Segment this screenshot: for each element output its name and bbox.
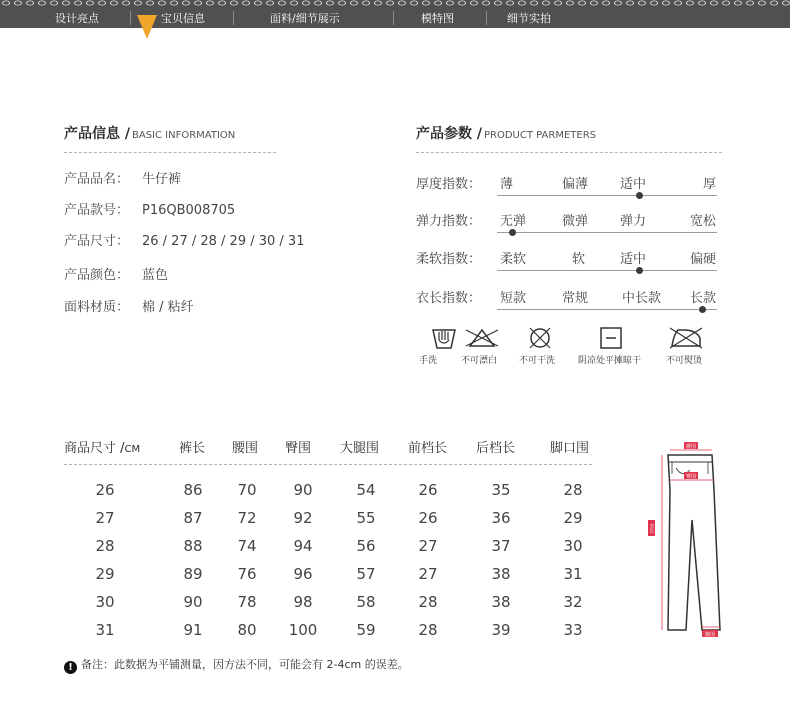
param-option: 弹力 (620, 214, 647, 229)
param-label: 衣长指数： (416, 291, 482, 306)
param-option: 长款 (690, 291, 717, 306)
table-cell: 30 (95, 593, 115, 611)
product-params-subtitle: PRODUCT PARMETERS (484, 130, 596, 141)
care-label: 不可干洗 (519, 356, 556, 366)
table-cell: 56 (356, 537, 376, 555)
info-row-color (64, 264, 168, 283)
nav-item-fabric[interactable]: 面料/细节展示 (270, 12, 340, 25)
info-value: 牛仔裤 (142, 172, 182, 187)
product-info-title: 产品信息 / (64, 126, 130, 142)
table-cell: 100 (288, 621, 318, 639)
nav-item-design[interactable]: 设计亮点 (55, 12, 99, 25)
table-cell: 38 (491, 593, 511, 611)
param-level-marker (636, 267, 643, 274)
table-cell: 92 (293, 509, 313, 527)
table-cell: 26 (95, 481, 115, 499)
nav-divider (233, 11, 234, 25)
table-cell: 54 (356, 481, 376, 499)
table-cell: 36 (491, 509, 511, 527)
table-cell: 98 (293, 593, 313, 611)
nav-divider (393, 11, 394, 25)
product-info-heading (64, 123, 235, 143)
param-option: 适中 (620, 252, 647, 267)
divider (416, 152, 722, 153)
table-cell: 70 (237, 481, 257, 499)
nav-item-detail[interactable]: 细节实拍 (507, 12, 551, 25)
table-cell: 26 (418, 509, 438, 527)
table-cell: 32 (563, 593, 583, 611)
param-level-marker (636, 192, 643, 199)
table-cell: 28 (563, 481, 583, 499)
diagram-label-hem: 脚围 (704, 632, 716, 638)
param-level-marker (699, 306, 706, 313)
table-cell: 74 (237, 537, 257, 555)
table-cell: 72 (237, 509, 257, 527)
table-cell: 78 (237, 593, 257, 611)
table-cell: 80 (237, 621, 257, 639)
table-cell: 27 (418, 565, 438, 583)
info-row-material (64, 296, 194, 315)
size-table-header-hem: 脚口围 (550, 441, 590, 456)
size-table-header-thigh: 大腿围 (340, 441, 380, 456)
info-value: 蓝色 (142, 268, 169, 283)
info-value: P16QB008705 (142, 203, 236, 218)
table-cell: 94 (293, 537, 313, 555)
param-option: 柔软 (500, 252, 527, 267)
table-cell: 27 (95, 509, 115, 527)
info-row-size (64, 230, 304, 249)
info-row-sku (64, 199, 235, 218)
table-cell: 31 (563, 565, 583, 583)
param-option: 偏硬 (690, 252, 717, 267)
product-params-heading (416, 123, 596, 143)
nav-chain-border (0, 0, 790, 6)
care-label: 手洗 (419, 356, 438, 366)
table-cell: 96 (293, 565, 313, 583)
care-label: 阴凉处平摊晾干 (578, 356, 642, 366)
param-level-marker (509, 229, 516, 236)
table-cell: 58 (356, 593, 376, 611)
param-scale-line (497, 195, 717, 196)
table-cell: 29 (563, 509, 583, 527)
param-option: 厚 (703, 177, 717, 192)
size-table-header-hip: 臀围 (285, 441, 312, 456)
table-cell: 33 (563, 621, 583, 639)
param-label: 厚度指数： (416, 177, 482, 192)
param-option: 短款 (500, 291, 527, 306)
table-cell: 76 (237, 565, 257, 583)
size-table-header-size (64, 437, 140, 456)
param-scale-line (497, 309, 717, 310)
table-cell: 30 (563, 537, 583, 555)
table-cell: 28 (418, 621, 438, 639)
exclamation-icon: ! (64, 661, 77, 674)
table-cell: 55 (356, 509, 376, 527)
param-option: 软 (572, 252, 586, 267)
product-params-title: 产品参数 / (416, 126, 482, 142)
param-option: 微弹 (562, 214, 589, 229)
diagram-label-waist: 腰围 (685, 444, 697, 450)
nav-divider (486, 11, 487, 25)
product-info-subtitle: BASIC INFORMATION (132, 130, 236, 141)
param-option: 无弹 (500, 214, 527, 229)
diagram-label-length: 衣长 (648, 523, 655, 533)
care-label: 不可熨烫 (666, 356, 703, 366)
size-table-header-length: 裤长 (179, 441, 206, 456)
nav-item-model[interactable]: 模特图 (421, 12, 454, 25)
table-cell: 89 (183, 565, 203, 583)
param-scale-line (497, 270, 717, 271)
info-value: 棉 / 粘纤 (142, 300, 194, 315)
care-label: 不可漂白 (461, 356, 498, 366)
nav-divider (130, 11, 131, 25)
measurement-note (64, 656, 409, 674)
table-cell: 87 (183, 509, 203, 527)
table-cell: 26 (418, 481, 438, 499)
top-nav (0, 0, 790, 28)
size-header: 商品尺寸 / (64, 441, 125, 456)
table-cell: 27 (418, 537, 438, 555)
diagram-label-hip: 臀围 (685, 474, 697, 480)
table-cell: 31 (95, 621, 115, 639)
table-cell: 90 (183, 593, 203, 611)
table-cell: 29 (95, 565, 115, 583)
table-cell: 38 (491, 565, 511, 583)
param-option: 偏薄 (562, 177, 589, 192)
table-cell: 28 (95, 537, 115, 555)
size-table-header-front-rise: 前档长 (408, 441, 448, 456)
info-label: 产品颜色： (64, 268, 130, 283)
note-text: 备注：此数据为平铺测量，因方法不同，可能会有 2-4cm 的误差。 (81, 658, 409, 671)
size-table-header-back-rise: 后档长 (476, 441, 516, 456)
table-cell: 90 (293, 481, 313, 499)
info-label: 产品品名： (64, 172, 130, 187)
table-cell: 37 (491, 537, 511, 555)
param-label: 柔软指数： (416, 252, 482, 267)
param-option: 适中 (620, 177, 647, 192)
info-label: 产品款号： (64, 203, 130, 218)
table-cell: 91 (183, 621, 203, 639)
info-label: 面料材质： (64, 300, 130, 315)
size-unit: CM (124, 444, 141, 455)
nav-active-indicator (137, 15, 157, 39)
param-label: 弹力指数： (416, 214, 482, 229)
table-cell: 59 (356, 621, 376, 639)
table-cell: 28 (418, 593, 438, 611)
divider (64, 464, 592, 465)
param-option: 薄 (500, 177, 514, 192)
table-cell: 57 (356, 565, 376, 583)
info-value: 26 / 27 / 28 / 29 / 30 / 31 (142, 234, 305, 249)
param-option: 中长款 (622, 291, 662, 306)
table-cell: 86 (183, 481, 203, 499)
info-row-name (64, 168, 181, 187)
pants-measurement-diagram (642, 430, 742, 640)
size-table-header-waist: 腰围 (232, 441, 259, 456)
table-cell: 88 (183, 537, 203, 555)
table-cell: 39 (491, 621, 511, 639)
param-option: 常规 (562, 291, 589, 306)
table-cell: 35 (491, 481, 511, 499)
param-option: 宽松 (690, 214, 717, 229)
divider (64, 152, 276, 153)
nav-item-product-info[interactable]: 宝贝信息 (161, 12, 205, 25)
info-label: 产品尺寸： (64, 234, 130, 249)
param-scale-line (497, 232, 717, 233)
